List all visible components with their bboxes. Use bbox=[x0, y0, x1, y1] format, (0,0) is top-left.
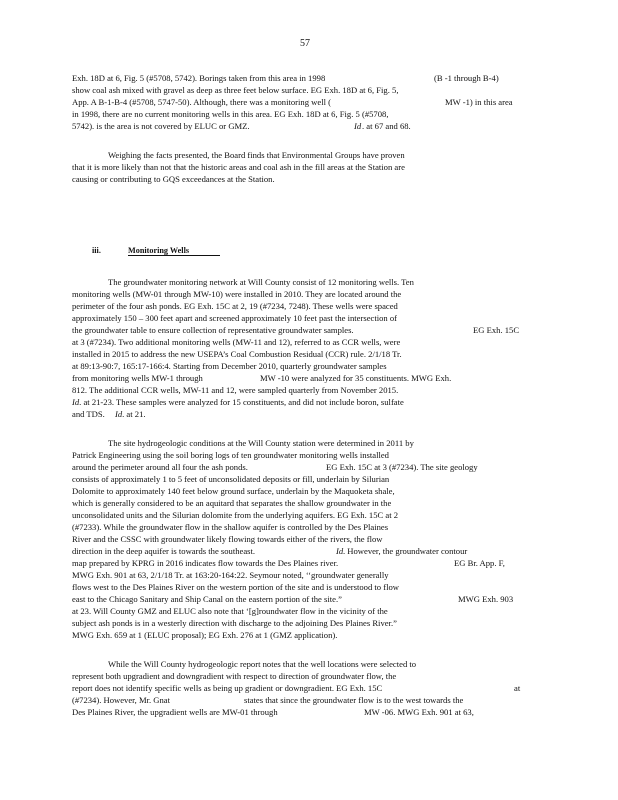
section-title: Monitoring Wells bbox=[128, 246, 220, 256]
text-line: River and the CSSC with groundwater likely flowing towards either of the rivers, the flow bbox=[72, 534, 383, 544]
text-line: installed in 2015 to address the new USEPA’s Coal Combustion Residual (CCR) rule. 2/1/18 Tr. bbox=[72, 349, 402, 359]
text-line: subject ash ponds is in a westerly direction with discharge to the adjoining Des Plaines River.” bbox=[72, 618, 397, 628]
text-line: report does not identify specific wells as being up gradient or downgradient. EG Exh. 15C at bbox=[72, 683, 521, 693]
text-line: causing or contributing to GQS exceedances at the Station. bbox=[72, 174, 275, 184]
text-line: show coal ash mixed with gravel as deep as three feet below surface. EG Exh. 18D at 6, Fig. 5, bbox=[72, 85, 399, 95]
text-line: from monitoring wells MW-1 through MW -10 were analyzed for 35 constituents. MWG Exh. bbox=[72, 373, 452, 383]
text-line: Dolomite to approximately 140 feet below ground surface, underlain by the Maquoketa shale, bbox=[72, 486, 395, 496]
section-number: iii. bbox=[92, 246, 101, 255]
text-line: that it is more likely than not that the historic areas and coal ash in the fill areas at the Station are bbox=[72, 162, 405, 172]
text-line: which is generally considered to be an aquitard that separates the shallow groundwater in the bbox=[72, 498, 392, 508]
text-line: Weighing the facts presented, the Board finds that Environmental Groups have proven bbox=[108, 150, 405, 160]
text-line: Des Plaines River, the upgradient wells are MW-01 through MW -06. MWG Exh. 901 at 63, bbox=[72, 707, 474, 717]
text-line: in 1998, there are no current monitoring wells in this area. EG Exh. 18D at 6, Fig. 5 (#5708, bbox=[72, 109, 389, 119]
text-line: The site hydrogeologic conditions at the Will County station were determined in 2011 by bbox=[108, 438, 414, 448]
text-line: Id. at 21-23. These samples were analyzed for 15 constituents, and did not include boron, sulfate bbox=[72, 397, 404, 407]
text-line: east to the Chicago Sanitary and Ship Canal on the eastern portion of the site.” MWG Exh. 903 bbox=[72, 594, 514, 604]
text-line: (#7233). While the groundwater flow in the shallow aquifer is controlled by the Des Plaines bbox=[72, 522, 389, 532]
text-line: perimeter of the four ash ponds. EG Exh. 15C at 2, 19 (#7234, 7248). These wells were spaced bbox=[72, 301, 398, 311]
text-line: and TDS. Id. at 21. bbox=[72, 409, 146, 419]
text-line: at 89:13-90:7, 165:17-166:4. Starting from December 2010, quarterly groundwater samples bbox=[72, 361, 387, 371]
text-line: Patrick Engineering using the soil boring logs of ten groundwater monitoring wells installed bbox=[72, 450, 389, 460]
text-line: MWG Exh. 659 at 1 (ELUC proposal); EG Exh. 276 at 1 (GMZ application). bbox=[72, 630, 338, 640]
text-line: 5742). is the area is not covered by ELUC or GMZ. Id . at 67 and 68. bbox=[72, 121, 411, 131]
text-line: at 3 (#7234). Two additional monitoring wells (MW-11 and 12), referred to as CCR wells, were bbox=[72, 337, 401, 347]
text-line: monitoring wells (MW-01 through MW-10) were installed in 2010. They are located around the bbox=[72, 289, 402, 299]
text-line: While the Will County hydrogeologic report notes that the well locations were selected to bbox=[108, 659, 417, 669]
text-line: direction in the deep aquifer is towards the southeast. Id . However, the groundwater contour bbox=[72, 546, 468, 556]
text-line: unconsolidated units and the Silurian dolomite from the underlying aquifers. EG Exh. 15C at 2 bbox=[72, 510, 399, 520]
text-line: App. A B-1-B-4 (#5708, 5747-50). Although, there was a monitoring well ( MW -1) in this area bbox=[72, 97, 513, 107]
text-line: The groundwater monitoring network at Will County consist of 12 monitoring wells. Ten bbox=[108, 277, 414, 287]
text-line: Exh. 18D at 6, Fig. 5 (#5708, 5742). Borings taken from this area in 1998 (B -1 through B-4) bbox=[72, 73, 499, 83]
text-line: flows west to the Des Plaines River on the western portion of the site and is understood to flow bbox=[72, 582, 399, 592]
text-line: approximately 150 – 300 feet apart and screened approximately 10 feet past the intersection of bbox=[72, 313, 398, 323]
text-line: (#7234). However, Mr. Gnat states that since the groundwater flow is to the west towards the bbox=[72, 695, 464, 705]
text-line: represent both upgradient and downgradient with respect to direction of groundwater flow, the bbox=[72, 671, 397, 681]
text-line: the groundwater table to ensure collection of representative groundwater samples. EG Exh. 15C bbox=[72, 325, 520, 335]
text-line: map prepared by KPRG in 2016 indicates flow towards the Des Plaines river. EG Br. App. F, bbox=[72, 558, 505, 568]
text-line: consists of approximately 1 to 5 feet of unconsolidated deposits or fill, underlain by Silurian bbox=[72, 474, 390, 484]
text-line: MWG Exh. 901 at 63, 2/1/18 Tr. at 163:20-164:22. Seymour noted, ‘‘groundwater generally bbox=[72, 570, 389, 580]
text-line: 812. The additional CCR wells, MW-11 and 12, were sampled quarterly from November 2015. bbox=[72, 385, 399, 395]
page-number: 57 bbox=[300, 38, 310, 49]
text-line: around the perimeter around all four the ash ponds. EG Exh. 15C at 3 (#7234). The site geology bbox=[72, 462, 478, 472]
text-line: at 23. Will County GMZ and ELUC also note that ‘[g]roundwater flow in the vicinity of the bbox=[72, 606, 388, 616]
